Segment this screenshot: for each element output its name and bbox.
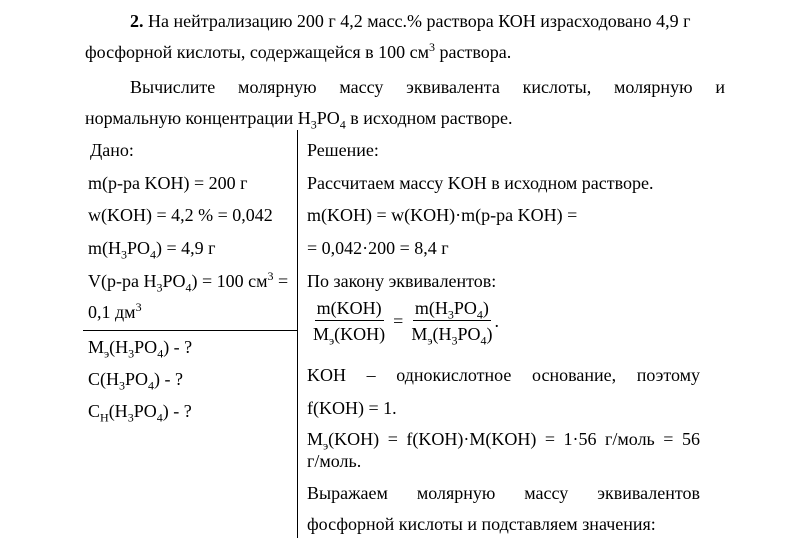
given-mass-fraction: w(KOH) = 4,2 % = 0,042 <box>88 205 273 225</box>
fraction-koh: $\frac{\text{m(KOH)}}{M_э(KOH)}$ <box>313 298 386 348</box>
solution-step-5: KOH – однокислотное основание, поэтому <box>307 365 700 385</box>
problem-line-1: 2. На нейтрализацию 200 г 4,2 масс.% раствора КОН израсходовано 4,9 г <box>130 11 691 31</box>
column-divider <box>297 130 298 538</box>
equivalents-formula: $\frac{\text{m(KOH)}}{M_э(KOH)}$ = $\frac{m(H_3PO_4)}{M_э(H_3PO_4)}$ . <box>313 298 500 348</box>
given-mass-solution: m(р-ра KOH) = 200 г <box>88 173 248 193</box>
solution-step-7: $M_э(KOH)$ = f(KOH)·M(KOH) = 1·56 г/моль = 56 <box>307 429 700 453</box>
solution-step-9: Выражаем молярную массу эквивалентов <box>307 483 700 503</box>
find-equivalent-molar-mass: $M_э(H_3PO_4)$ - ? <box>88 337 193 361</box>
given-header: Дано: <box>90 140 134 160</box>
solution-step-10: фосфорной кислоты и подставляем значения: <box>307 514 656 534</box>
given-acid-mass: $m(H_3PO_4) = 4,9$ г <box>88 238 216 262</box>
given-volume-converted: 0,1 $дм^3$ <box>88 300 142 322</box>
task-line-2: нормальную концентрации $H_3PO_4$ в исходном растворе. <box>85 108 513 132</box>
given-volume: V(р-ра $H_3PO_4) = 100$ $см^3$ = <box>88 269 289 295</box>
given-find-divider <box>83 330 297 331</box>
find-normal-concentration: $C_H(H_3PO_4)$ - ? <box>88 401 192 425</box>
task-line-1: Вычислите молярную массу эквивалента кислоты, молярную и <box>130 77 725 97</box>
fraction-acid: $\frac{m(H_3PO_4)}{M_э(H_3PO_4)}$ <box>411 298 493 348</box>
solution-step-2: m(KOH) = w(KOH)·m(р-ра KOH) = <box>307 205 578 225</box>
solution-step-6: f(KOH) = 1. <box>307 398 397 418</box>
find-molar-concentration: $C(H_3PO_4)$ - ? <box>88 369 183 393</box>
solution-step-3: = 0,042·200 = 8,4 г <box>307 238 449 258</box>
solution-step-4: По закону эквивалентов: <box>307 271 497 291</box>
problem-line-2: фосфорной кислоты, содержащейся в 100 $см^3$ раствора. <box>85 40 512 62</box>
solution-step-1: Рассчитаем массу KOH в исходном растворе. <box>307 173 654 193</box>
problem-number: 2. <box>130 11 144 31</box>
solution-header: Решение: <box>307 140 379 160</box>
solution-step-8: г/моль. <box>307 451 362 471</box>
